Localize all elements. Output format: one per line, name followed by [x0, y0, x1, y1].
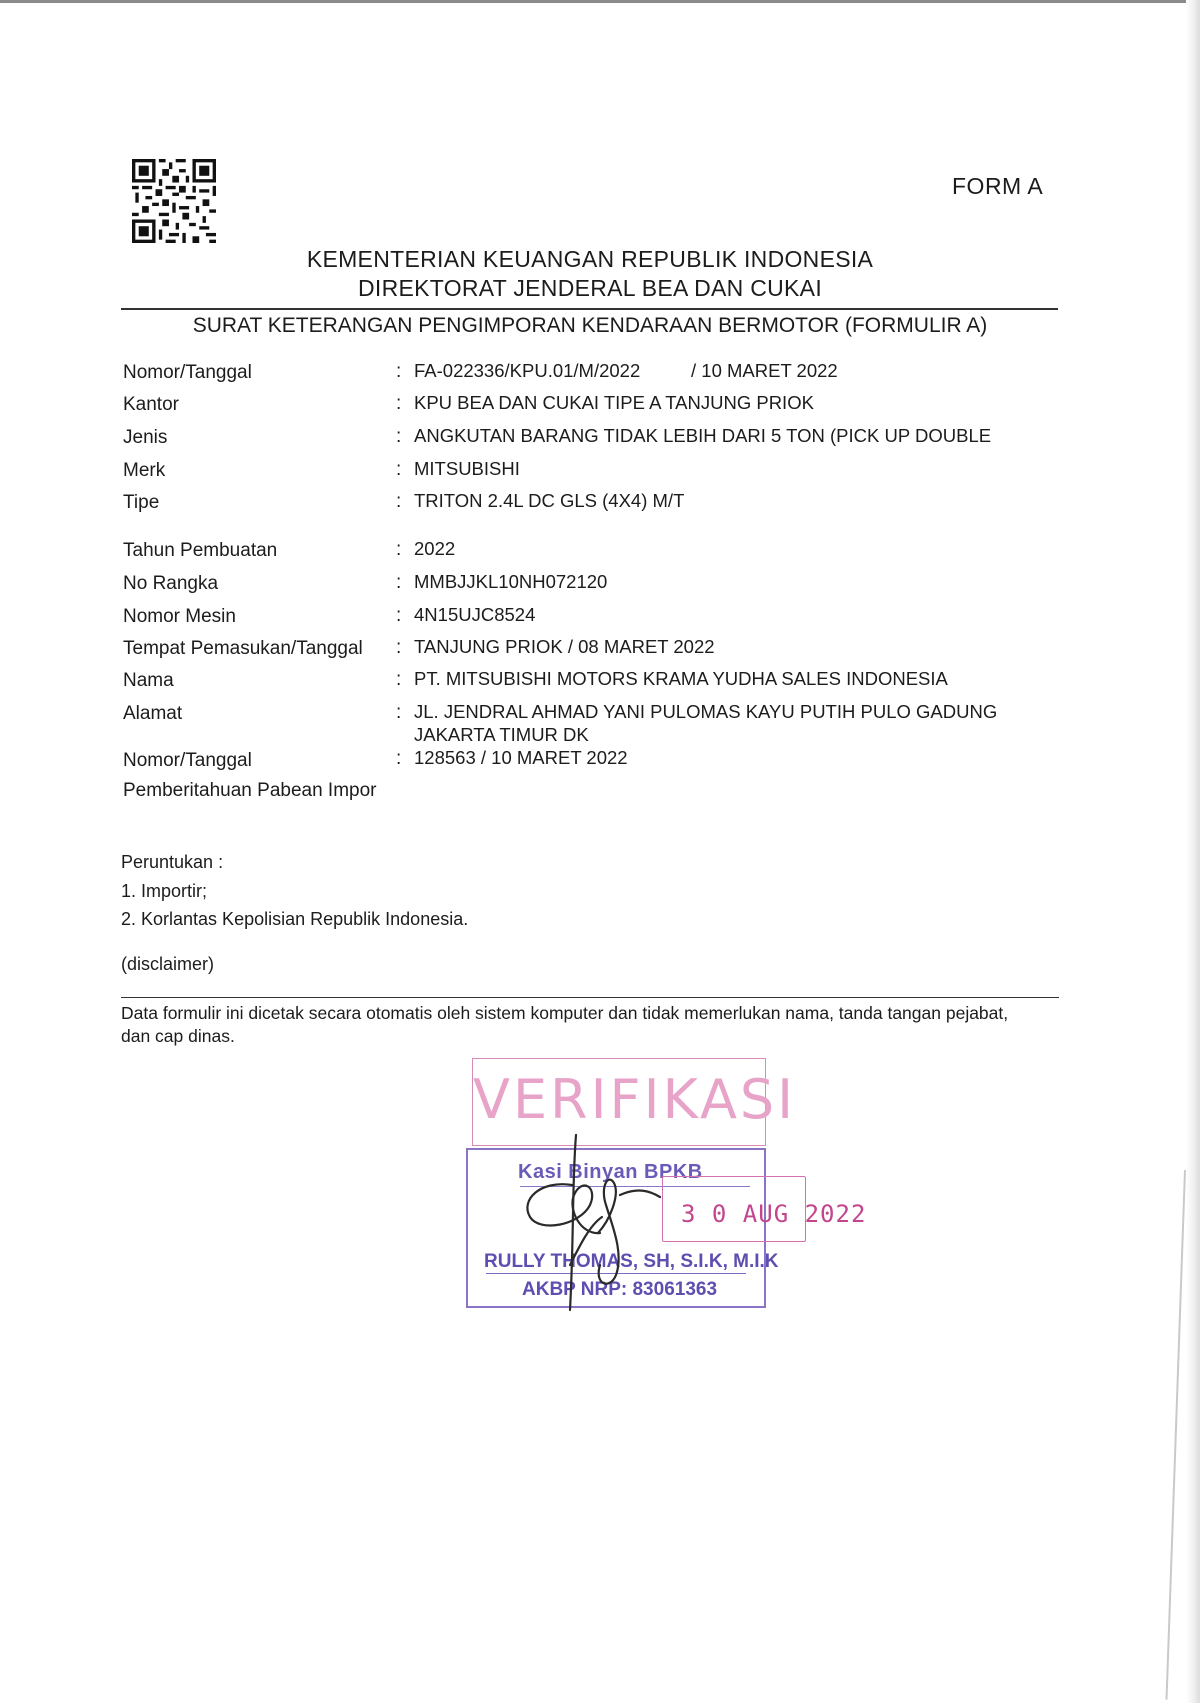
- colon: :: [396, 572, 402, 593]
- colon: :: [396, 539, 402, 560]
- stamp-officer-name: RULLY THOMAS, SH, S.I.K, M.I.K: [484, 1251, 779, 1272]
- colon: :: [396, 426, 402, 447]
- label-tempat: Tempat Pemasukan/Tanggal: [123, 638, 363, 659]
- page-edge-shadow: [1186, 0, 1200, 1703]
- value-tahun: 2022: [414, 538, 456, 559]
- peruntukan-item: 1. Importir;: [121, 881, 208, 901]
- label-mesin: Nomor Mesin: [123, 606, 236, 627]
- value-alamat-line2: JAKARTA TIMUR DK: [414, 724, 589, 745]
- stamp-title: Kasi Binyan BPKB: [518, 1161, 703, 1183]
- handwritten-signature: [510, 1125, 690, 1315]
- label-jenis: Jenis: [123, 427, 168, 448]
- colon: :: [396, 748, 402, 769]
- peruntukan-heading: Peruntukan :: [121, 852, 224, 872]
- colon: :: [396, 605, 402, 626]
- stamp-officer-rank: AKBP NRP: 83061363: [522, 1279, 718, 1300]
- label-kantor: Kantor: [123, 394, 179, 415]
- value-rangka: MMBJJKL10NH072120: [414, 571, 608, 592]
- colon: :: [396, 637, 402, 658]
- colon: :: [396, 702, 402, 723]
- label-tahun: Tahun Pembuatan: [123, 540, 278, 561]
- header-divider: [121, 308, 1058, 310]
- verification-stamp: VERIFIKASI: [472, 1058, 766, 1146]
- colon: :: [396, 669, 402, 690]
- label-merk: Merk: [123, 460, 166, 481]
- value-jenis: ANGKUTAN BARANG TIDAK LEBIH DARI 5 TON (PICK UP DOUBLE: [414, 425, 992, 446]
- label-nama: Nama: [123, 670, 174, 691]
- value-merk: MITSUBISHI: [414, 458, 520, 479]
- disclaimer-text: Data formulir ini dicetak secara otomatis oleh sistem komputer dan tidak memerlukan nama, tanda tangan pejabat, dan cap dinas.: [121, 1003, 1009, 1046]
- value-tempat: TANJUNG PRIOK / 08 MARET 2022: [414, 636, 715, 657]
- value-pib: 128563 / 10 MARET 2022: [414, 747, 628, 768]
- date-stamp: 3 0 AUG 2022: [681, 1200, 867, 1228]
- form-title: SURAT KETERANGAN PENGIMPORAN KENDARAAN BERMOTOR (FORMULIR A): [192, 314, 988, 337]
- form-label: FORM A: [952, 173, 1044, 199]
- peruntukan-item: 2. Korlantas Kepolisian Republik Indonesia.: [121, 909, 469, 929]
- label-nomor-tanggal: Nomor/Tanggal: [123, 362, 252, 383]
- qr-code-icon: [131, 159, 217, 243]
- label-pib-line2: Pemberitahuan Pabean Impor: [123, 780, 377, 801]
- value-nomor: FA-022336/KPU.01/M/2022: [414, 360, 641, 381]
- colon: :: [396, 459, 402, 480]
- value-tipe: TRITON 2.4L DC GLS (4X4) M/T: [414, 490, 685, 511]
- label-alamat: Alamat: [123, 703, 183, 724]
- label-tipe: Tipe: [123, 492, 160, 513]
- page-fold-line: [1166, 1170, 1186, 1700]
- value-alamat-line1: JL. JENDRAL AHMAD YANI PULOMAS KAYU PUTIH PULO GADUNG: [414, 701, 998, 722]
- ministry-heading: KEMENTERIAN KEUANGAN REPUBLIK INDONESIA: [306, 246, 874, 272]
- colon: :: [396, 491, 402, 512]
- value-kantor: KPU BEA DAN CUKAI TIPE A TANJUNG PRIOK: [414, 392, 814, 413]
- disclaimer-heading: (disclaimer): [121, 954, 215, 974]
- label-rangka: No Rangka: [123, 573, 219, 594]
- value-mesin: 4N15UJC8524: [414, 604, 536, 625]
- page-edge-top: [0, 0, 1200, 3]
- directorate-heading: DIREKTORAT JENDERAL BEA DAN CUKAI: [357, 275, 823, 301]
- label-pib-line1: Nomor/Tanggal: [123, 750, 252, 771]
- disclaimer-divider: [121, 997, 1059, 998]
- value-nomor-date: / 10 MARET 2022: [691, 360, 838, 381]
- colon: :: [396, 361, 402, 382]
- colon: :: [396, 393, 402, 414]
- value-nama: PT. MITSUBISHI MOTORS KRAMA YUDHA SALES INDONESIA: [414, 668, 948, 689]
